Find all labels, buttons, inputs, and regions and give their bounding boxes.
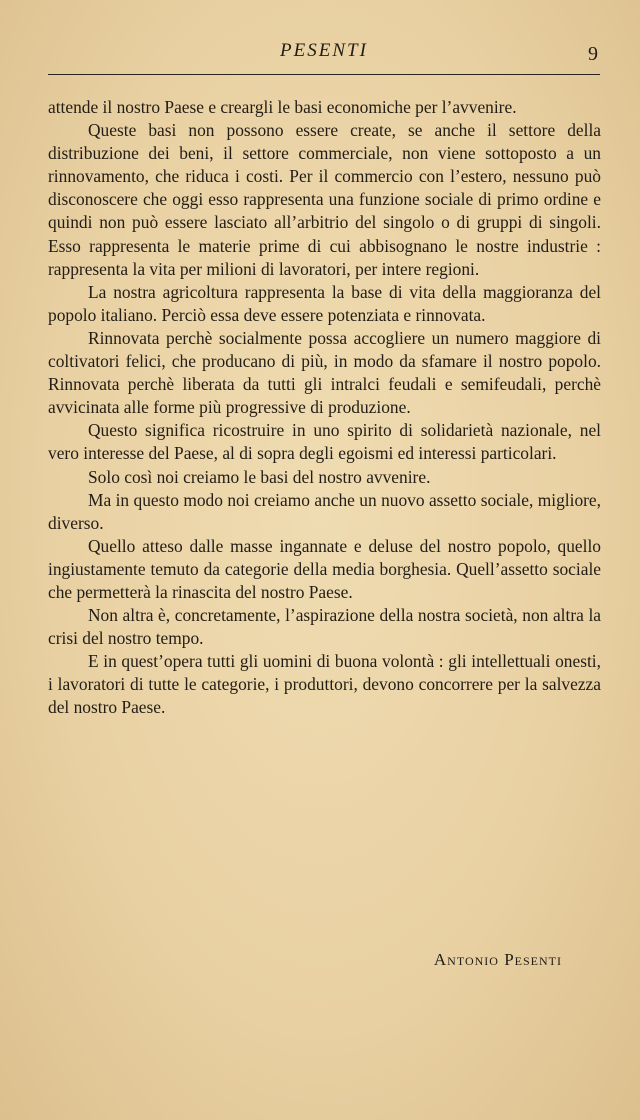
paragraph: Solo così noi creiamo le basi del nostro avvenire.: [88, 466, 431, 487]
paragraph: La nostra agricoltura rappresenta la base di vita della maggioranza del popolo italiano. Perciò essa deve essere potenziata e rinnovata.: [48, 281, 601, 325]
paragraph: Queste basi non possono essere create, se anche il settore della distribuzione dei beni, il settore commerciale, non viene sottoposto a un rinnovamento, che riduca i costi. Per il commercio con l’estero, nessuno può disconoscere che oggi esso rappresenta una funzione sociale di primo ordine e quindi non può essere lasciato all’arbitrio del singolo o di gruppi di singoli. Esso rappresenta le materie prime di cui abbisognano le nostre industrie : rappresenta la vita per milioni di lavoratori, per intere regioni.: [48, 120, 601, 279]
paragraph: Non altra è, concretamente, l’aspirazione della nostra società, non altra la crisi del nostro tempo.: [48, 605, 601, 649]
paragraph: Quello atteso dalle masse ingannate e deluse del nostro popolo, quello ingiustamente temuto da categorie della media borghesia. Quell’assetto sociale che permetterà la rinascita del nostro Paese.: [48, 535, 601, 602]
page-number: 9: [588, 43, 598, 65]
paragraph: Questo significa ricostruire in uno spirito di solidarietà nazionale, nel vero interesse del Paese, al di sopra degli egoismi ed interessi particolari.: [48, 420, 601, 464]
running-title: PESENTI: [280, 40, 368, 61]
author-signature: Antonio Pesenti: [433, 950, 562, 969]
paragraph: E in quest’opera tutti gli uomini di buona volontà : gli intellettuali onesti, i lavoratori di tutte le categorie, i produttori, devono concorrere per la salvezza del nostro Paese.: [48, 651, 601, 718]
paragraph: Ma in questo modo noi creiamo anche un nuovo assetto sociale, migliore, diverso.: [48, 489, 601, 533]
paragraph: Rinnovata perchè socialmente possa accogliere un numero maggiore di coltivatori felici, che producano di più, in modo da sfamare il nostro popolo. Rinnovata perchè liberata da tutti gli intralci feudali e semifeudali, perchè avvicinata alle forme più progressive di produzione.: [48, 327, 601, 418]
body-text: [48, 96, 601, 720]
paragraph: attende il nostro Paese e creargli le basi economiche per l’avvenire.: [48, 97, 517, 117]
page-header: [48, 34, 600, 75]
